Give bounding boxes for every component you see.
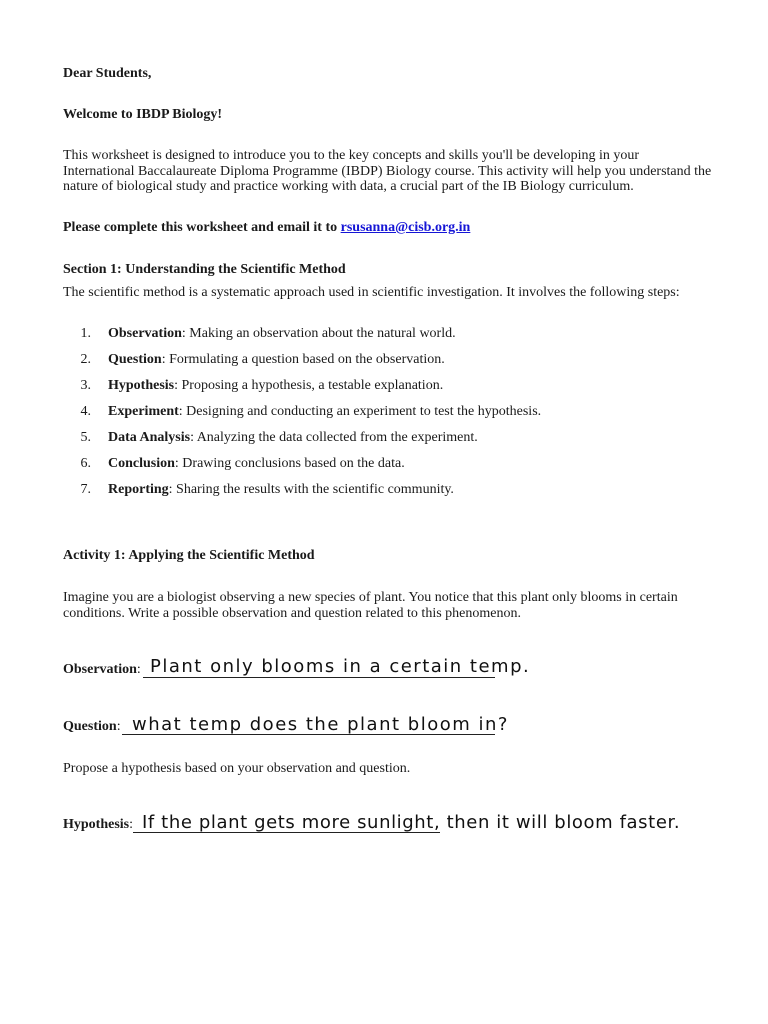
hypothesis-prompt: Propose a hypothesis based on your observation and question. bbox=[63, 761, 411, 776]
intro-line: nature of biological study and practice working with data, a crucial part of the IB Biology curriculum. bbox=[63, 179, 634, 194]
email-link[interactable]: rsusanna@cisb.org.in bbox=[340, 220, 471, 235]
step-number: 4. bbox=[80, 404, 91, 419]
observation-field: Observation: bbox=[63, 662, 141, 677]
step-desc: : Analyzing the data collected from the experiment. bbox=[190, 430, 478, 445]
question-field: Question: bbox=[63, 719, 121, 734]
activity1-title: Activity 1: Applying the Scientific Method bbox=[63, 548, 315, 563]
observation-answer[interactable]: Plant only blooms in a certain temp. bbox=[150, 656, 531, 677]
step-number: 5. bbox=[80, 430, 91, 445]
section1-title: Section 1: Understanding the Scientific Method bbox=[63, 262, 346, 277]
step-desc: : Formulating a question based on the observation. bbox=[161, 352, 445, 367]
question-answer[interactable]: what temp does the plant bloom in? bbox=[132, 714, 509, 735]
activity1-prompt bbox=[63, 590, 723, 621]
intro-line: This worksheet is designed to introduce you to the key concepts and skills you'll be developing in your bbox=[63, 148, 640, 163]
intro-paragraph bbox=[63, 148, 723, 195]
question-label: Question bbox=[63, 719, 117, 734]
step-term: Reporting bbox=[108, 482, 169, 497]
hypothesis-label: Hypothesis bbox=[63, 817, 130, 832]
observation-underline bbox=[143, 677, 495, 678]
observation-label: Observation bbox=[63, 662, 137, 677]
list-item bbox=[108, 352, 445, 367]
welcome-heading: Welcome to IBDP Biology! bbox=[63, 107, 223, 122]
list-item bbox=[108, 378, 443, 393]
step-number: 7. bbox=[80, 482, 91, 497]
step-term: Experiment bbox=[108, 404, 179, 419]
step-desc: : Proposing a hypothesis, a testable explanation. bbox=[174, 378, 444, 393]
list-item bbox=[108, 456, 405, 471]
hypothesis-answer[interactable]: If the plant gets more sunlight, then it will bloom faster. bbox=[142, 812, 681, 833]
step-number: 3. bbox=[80, 378, 91, 393]
step-number: 6. bbox=[80, 456, 91, 471]
step-desc: : Making an observation about the natural world. bbox=[181, 326, 456, 341]
email-prompt: Please complete this worksheet and email it to bbox=[63, 220, 341, 235]
list-item bbox=[108, 404, 541, 419]
step-desc: : Drawing conclusions based on the data. bbox=[174, 456, 405, 471]
prompt-line: conditions. Write a possible observation and question related to this phenomenon. bbox=[63, 605, 521, 621]
greeting: Dear Students, bbox=[63, 66, 152, 81]
step-term: Hypothesis bbox=[108, 378, 175, 393]
intro-line: International Baccalaureate Diploma Programme (IBDP) Biology course. This activity will help you understand the bbox=[63, 163, 712, 179]
step-term: Observation bbox=[108, 326, 182, 341]
step-term: Question bbox=[108, 352, 162, 367]
hypothesis-field: Hypothesis: bbox=[63, 817, 134, 832]
email-instruction bbox=[63, 220, 470, 235]
step-term: Data Analysis bbox=[108, 430, 191, 445]
list-item bbox=[108, 326, 456, 341]
step-desc: : Sharing the results with the scientific community. bbox=[168, 482, 454, 497]
step-number: 2. bbox=[80, 352, 91, 367]
section1-intro: The scientific method is a systematic approach used in scientific investigation. It involves the following steps: bbox=[63, 285, 680, 300]
list-item bbox=[108, 482, 454, 497]
step-term: Conclusion bbox=[108, 456, 175, 471]
prompt-line: Imagine you are a biologist observing a new species of plant. You notice that this plant only blooms in certain bbox=[63, 590, 678, 605]
list-item bbox=[108, 430, 478, 445]
step-desc: : Designing and conducting an experiment to test the hypothesis. bbox=[178, 404, 542, 419]
step-number: 1. bbox=[80, 326, 91, 341]
